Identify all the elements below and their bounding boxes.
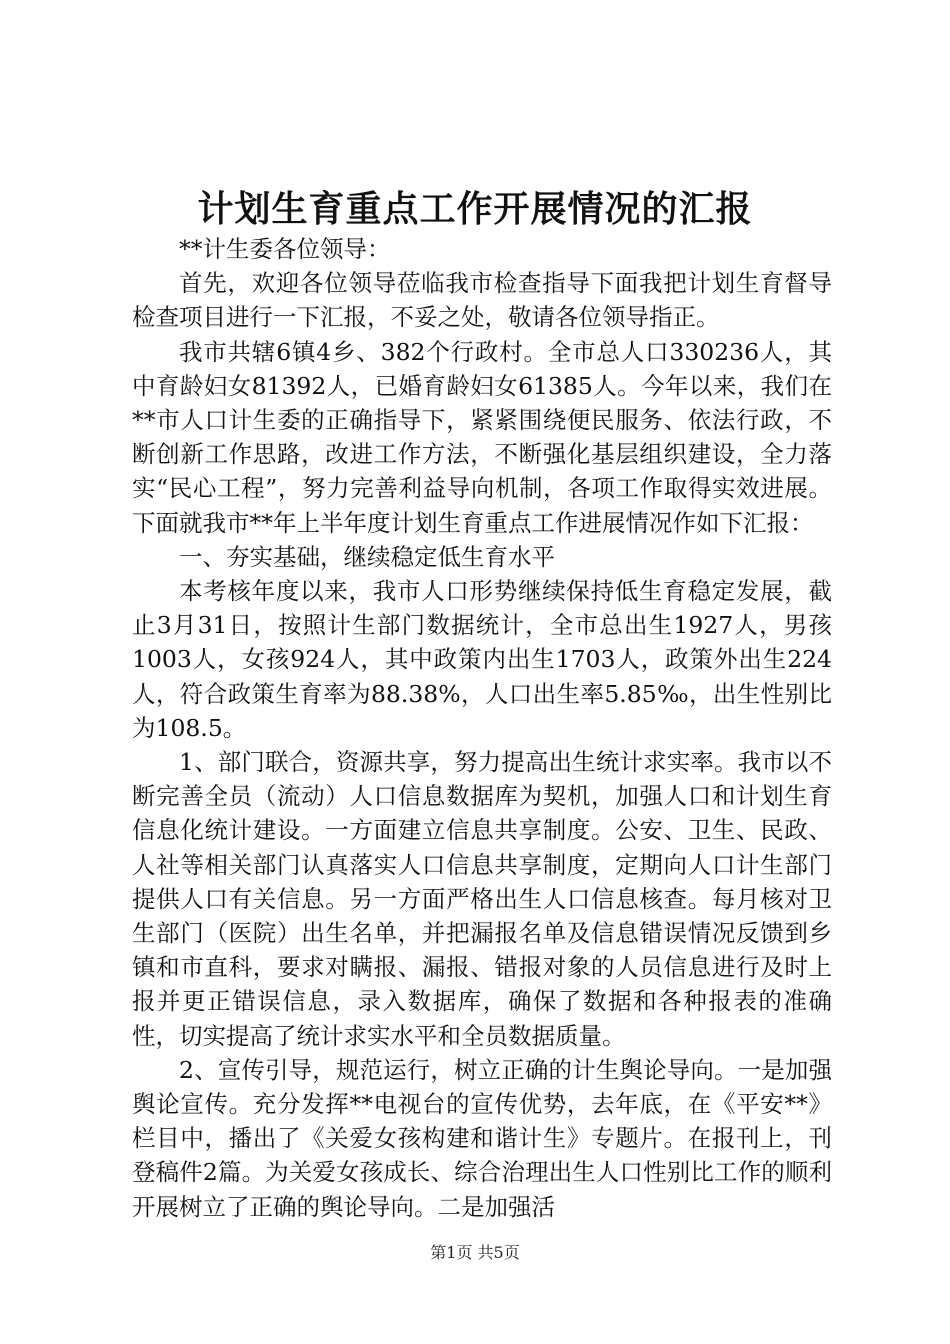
page-footer: 第1页 共5页	[430, 1243, 520, 1262]
paragraph-item-2: 2、宣传引导，规范运行，树立正确的计生舆论导向。一是加强舆论宣传。充分发挥**电视台的宣传优势，去年底，在《平安**》栏目中，播出了《关爱女孩构建和谐计生》专题片。在报刊上，刊登稿件2篇。为关爱女孩成长、综合治理出生人口性别比工作的顺利开展树立了正确的舆论导向。二是加强活	[132, 1055, 832, 1221]
document-title: 计划生育重点工作开展情况的汇报	[197, 188, 753, 230]
paragraph-statistics: 本考核年度以来，我市人口形势继续保持低生育稳定发展，截止3月31日，按照计生部门数据统计，全市总出生1927人，男孩1003人，女孩924人，其中政策内出生1703人，政策外出生224人，符合政策生育率为88.38%，人口出生率5.85‰，出生性别比为108.5。	[132, 577, 832, 742]
paragraph-intro: 首先，欢迎各位领导莅临我市检查指导下面我把计划生育督导检查项目进行一下汇报，不妥之处，敬请各位领导指正。	[132, 269, 832, 332]
paragraph-item-1: 1、部门联合，资源共享，努力提高出生统计求实率。我市以不断完善全员（流动）人口信息数据库为契机，加强人口和计划生育信息化统计建设。一方面建立信息共享制度。公安、卫生、民政、人社等相关部门认真落实人口信息共享制度，定期向人口计生部门提供人口有关信息。另一方面严格出生人口信息核查。每月核对卫生部门（医院）出生名单，并把漏报名单及信息错误情况反馈到乡镇和市直科，要求对瞒报、漏报、错报对象的人员信息进行及时上报并更正错误信息，录入数据库，确保了数据和各种报表的准确性，切实提高了统计求实水平和全员数据质量。	[132, 748, 832, 1050]
document-body	[132, 232, 832, 1224]
salutation: **计生委各位领导：	[179, 235, 391, 263]
paragraph-overview: 我市共辖6镇4乡、382个行政村。全市总人口330236人，其中育龄妇女81392人，已婚育龄妇女61385人。今年以来，我们在**市人口计生委的正确指导下，紧紧围绕便民服务、依法行政，不断创新工作思路，改进工作方法，不断强化基层组织建设，全力落实“民心工程”，努力完善利益导向机制，各项工作取得实效进展。下面就我市**年上半年度计划生育重点工作进展情况作如下汇报：	[132, 337, 832, 537]
section-heading-1: 一、夯实基础，继续稳定低生育水平	[179, 542, 555, 571]
